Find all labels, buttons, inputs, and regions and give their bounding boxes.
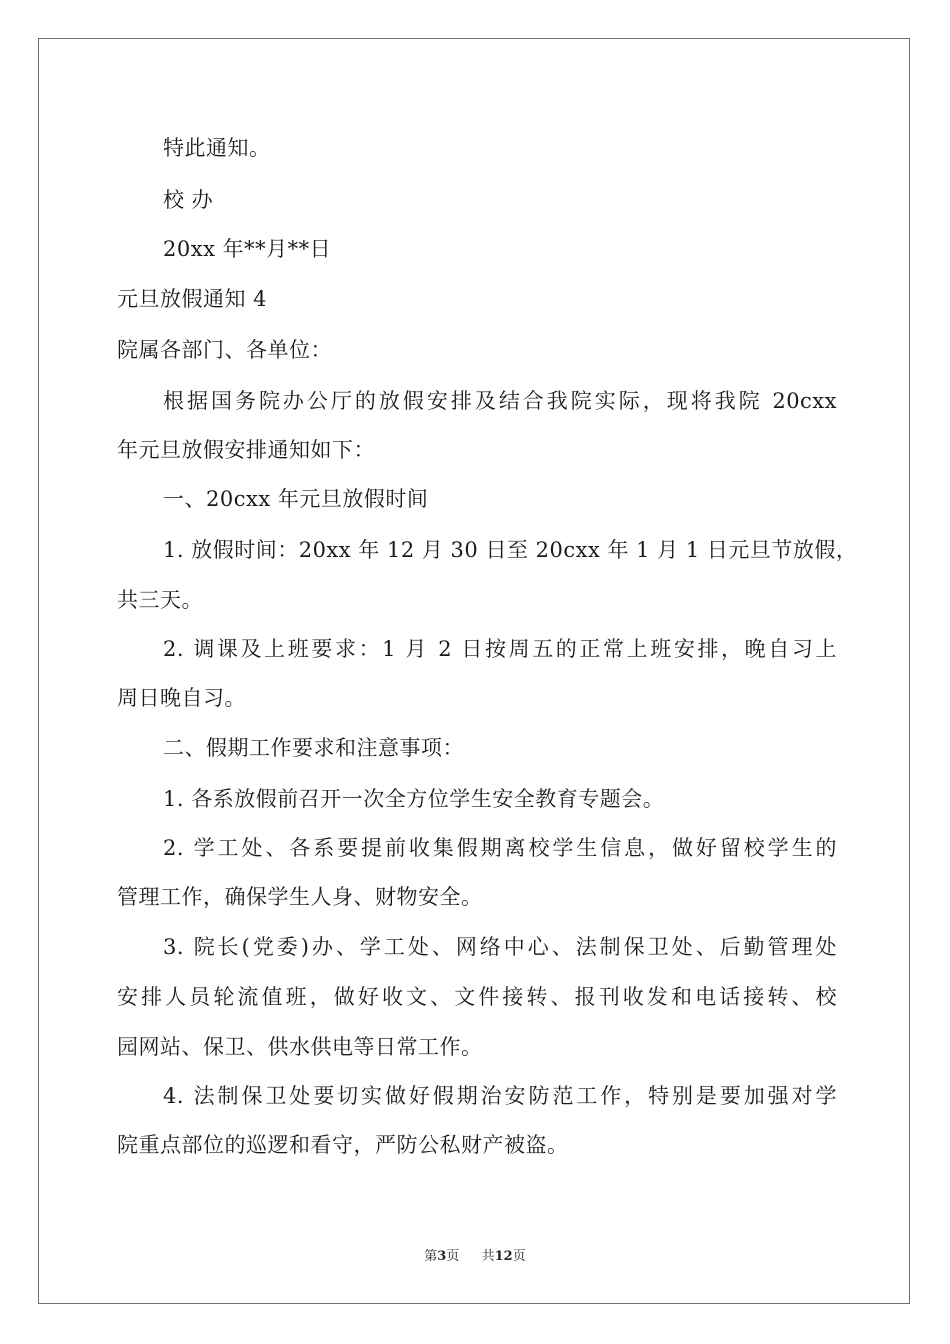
paragraph-line: 4. 法制保卫处要切实做好假期治安防范工作，特别是要加强对学: [163, 1084, 837, 1108]
paragraph-line: 1. 放假时间：20xx 年 12 月 30 日至 20cxx 年 1 月 1 日元旦节放假，: [163, 538, 858, 562]
paragraph-line: 共三天。: [117, 588, 203, 612]
paragraph-line: 管理工作，确保学生人身、财物安全。: [117, 885, 483, 909]
heading-line: 二、假期工作要求和注意事项：: [163, 736, 464, 760]
page-total: 12: [494, 1249, 513, 1264]
paragraph-line: 园网站、保卫、供水供电等日常工作。: [117, 1035, 483, 1059]
paragraph-line: 1. 各系放假前召开一次全方位学生安全教育专题会。: [163, 787, 665, 811]
paragraph-line: 安排人员轮流值班，做好收文、文件接转、报刊收发和电话接转、校: [117, 985, 837, 1009]
signature-line: 校 办: [163, 188, 214, 212]
page-current: 3: [437, 1249, 447, 1264]
total-prefix: 共: [481, 1249, 495, 1264]
paragraph-line: 3. 院长(党委)办、学工处、网络中心、法制保卫处、后勤管理处: [163, 935, 837, 959]
paragraph-line: 2. 调课及上班要求：1 月 2 日按周五的正常上班安排，晚自习上: [163, 637, 837, 661]
page-prefix: 第: [424, 1249, 438, 1264]
page-frame: [38, 38, 910, 1304]
total-suffix: 页: [512, 1249, 526, 1264]
paragraph-line: 周日晚自习。: [117, 686, 246, 710]
heading-line: 一、20cxx 年元旦放假时间: [163, 487, 429, 511]
page-footer: [0, 1249, 950, 1265]
section-title: 元旦放假通知 4: [117, 287, 268, 311]
date-line: 20xx 年**月**日: [163, 237, 332, 261]
paragraph-line: 年元旦放假安排通知如下：: [117, 438, 375, 462]
recipient-line: 院属各部门、各单位：: [117, 338, 332, 362]
paragraph-line: 院重点部位的巡逻和看守，严防公私财产被盗。: [117, 1133, 569, 1157]
paragraph-line: 2. 学工处、各系要提前收集假期离校学生信息，做好留校学生的: [163, 836, 837, 860]
page-suffix: 页: [446, 1249, 460, 1264]
closing-line: 特此通知。: [163, 136, 271, 160]
paragraph-line: 根据国务院办公厅的放假安排及结合我院实际，现将我院 20cxx: [163, 389, 837, 413]
